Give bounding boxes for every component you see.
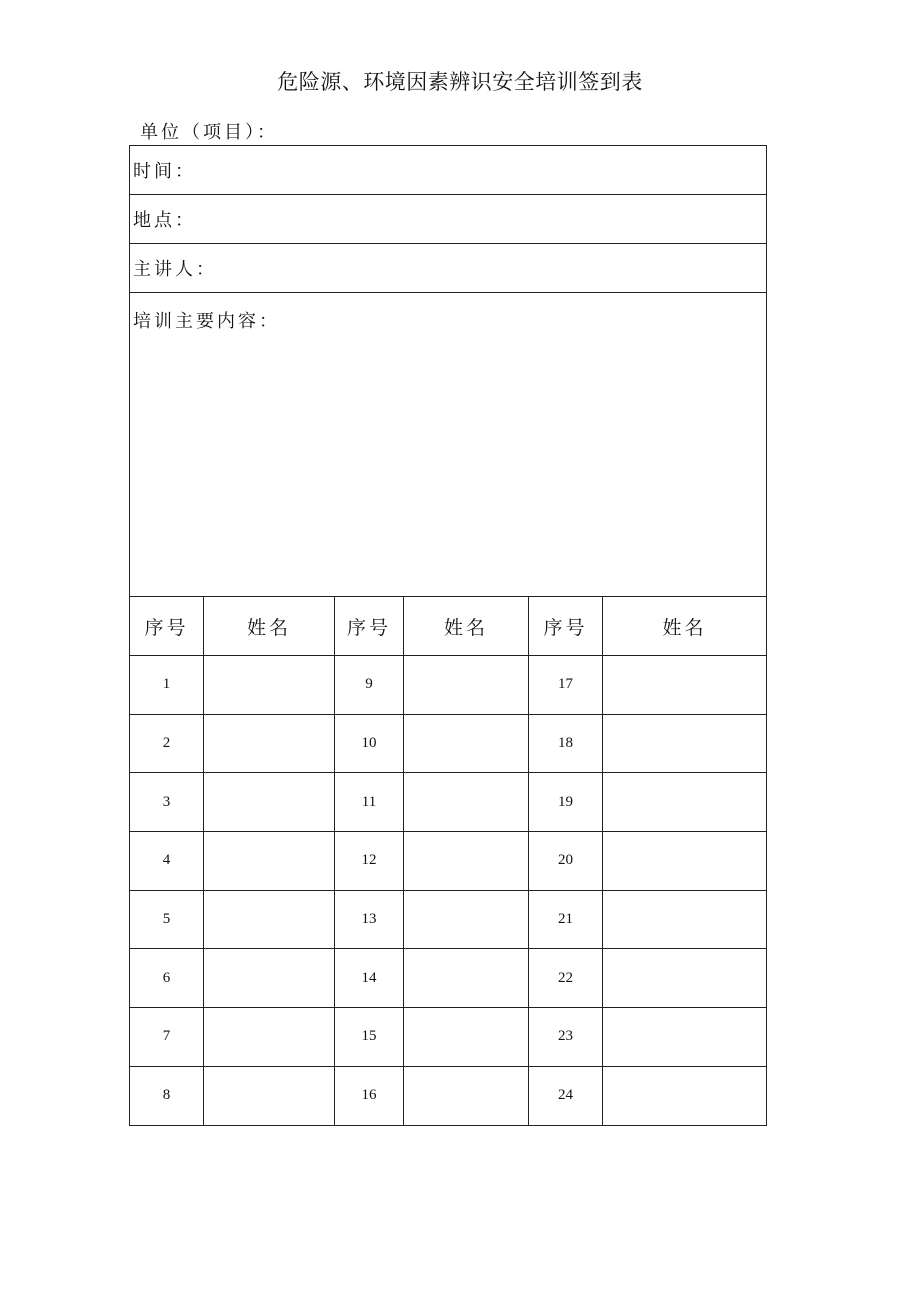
- name-cell[interactable]: [603, 1008, 767, 1067]
- page-title: 危险源、环境因素辨识安全培训签到表: [277, 70, 643, 94]
- serial-cell: 20: [529, 832, 603, 891]
- table-row: [130, 832, 767, 891]
- serial-cell: 13: [335, 890, 404, 949]
- name-cell[interactable]: [404, 949, 529, 1008]
- place-field[interactable]: 地点：: [130, 195, 767, 244]
- unit-label: 单位（项目）：: [140, 122, 278, 143]
- serial-cell: 17: [529, 656, 603, 715]
- serial-cell: 2: [130, 714, 204, 773]
- name-cell[interactable]: [204, 1008, 335, 1067]
- serial-cell: 6: [130, 949, 204, 1008]
- serial-cell: 15: [335, 1008, 404, 1067]
- serial-cell: 11: [335, 773, 404, 832]
- name-cell[interactable]: [204, 949, 335, 1008]
- speaker-field[interactable]: 主讲人：: [130, 244, 767, 293]
- name-cell[interactable]: [603, 714, 767, 773]
- name-cell[interactable]: [204, 890, 335, 949]
- name-cell[interactable]: [404, 1066, 529, 1125]
- header-name-1: 姓名: [204, 597, 335, 656]
- serial-cell: 7: [130, 1008, 204, 1067]
- serial-cell: 24: [529, 1066, 603, 1125]
- serial-cell: 23: [529, 1008, 603, 1067]
- header-name-2: 姓名: [404, 597, 529, 656]
- serial-cell: 21: [529, 890, 603, 949]
- name-cell[interactable]: [404, 773, 529, 832]
- serial-cell: 18: [529, 714, 603, 773]
- name-cell[interactable]: [603, 1066, 767, 1125]
- name-cell[interactable]: [204, 714, 335, 773]
- training-content-field[interactable]: 培训主要内容：: [130, 293, 767, 597]
- header-serial-1: 序号: [130, 597, 204, 656]
- name-cell[interactable]: [404, 656, 529, 715]
- name-cell[interactable]: [603, 890, 767, 949]
- serial-cell: 1: [130, 656, 204, 715]
- name-cell[interactable]: [204, 832, 335, 891]
- name-cell[interactable]: [404, 832, 529, 891]
- table-row: [130, 773, 767, 832]
- name-cell[interactable]: [603, 949, 767, 1008]
- name-cell[interactable]: [404, 1008, 529, 1067]
- serial-cell: 16: [335, 1066, 404, 1125]
- serial-cell: 3: [130, 773, 204, 832]
- sign-in-form: [129, 145, 767, 1126]
- serial-cell: 5: [130, 890, 204, 949]
- time-field[interactable]: 时间：: [130, 146, 767, 195]
- name-cell[interactable]: [204, 1066, 335, 1125]
- table-row: [130, 714, 767, 773]
- header-name-3: 姓名: [603, 597, 767, 656]
- serial-cell: 10: [335, 714, 404, 773]
- serial-cell: 14: [335, 949, 404, 1008]
- serial-cell: 22: [529, 949, 603, 1008]
- name-cell[interactable]: [603, 773, 767, 832]
- name-cell[interactable]: [603, 656, 767, 715]
- table-row: [130, 656, 767, 715]
- serial-cell: 19: [529, 773, 603, 832]
- serial-cell: 8: [130, 1066, 204, 1125]
- header-serial-2: 序号: [335, 597, 404, 656]
- name-cell[interactable]: [204, 773, 335, 832]
- header-serial-3: 序号: [529, 597, 603, 656]
- table-row: [130, 1008, 767, 1067]
- name-cell[interactable]: [204, 656, 335, 715]
- serial-cell: 9: [335, 656, 404, 715]
- serial-cell: 12: [335, 832, 404, 891]
- serial-cell: 4: [130, 832, 204, 891]
- table-row: [130, 949, 767, 1008]
- name-cell[interactable]: [404, 714, 529, 773]
- table-row: [130, 1066, 767, 1125]
- name-cell[interactable]: [603, 832, 767, 891]
- name-cell[interactable]: [404, 890, 529, 949]
- table-row: [130, 890, 767, 949]
